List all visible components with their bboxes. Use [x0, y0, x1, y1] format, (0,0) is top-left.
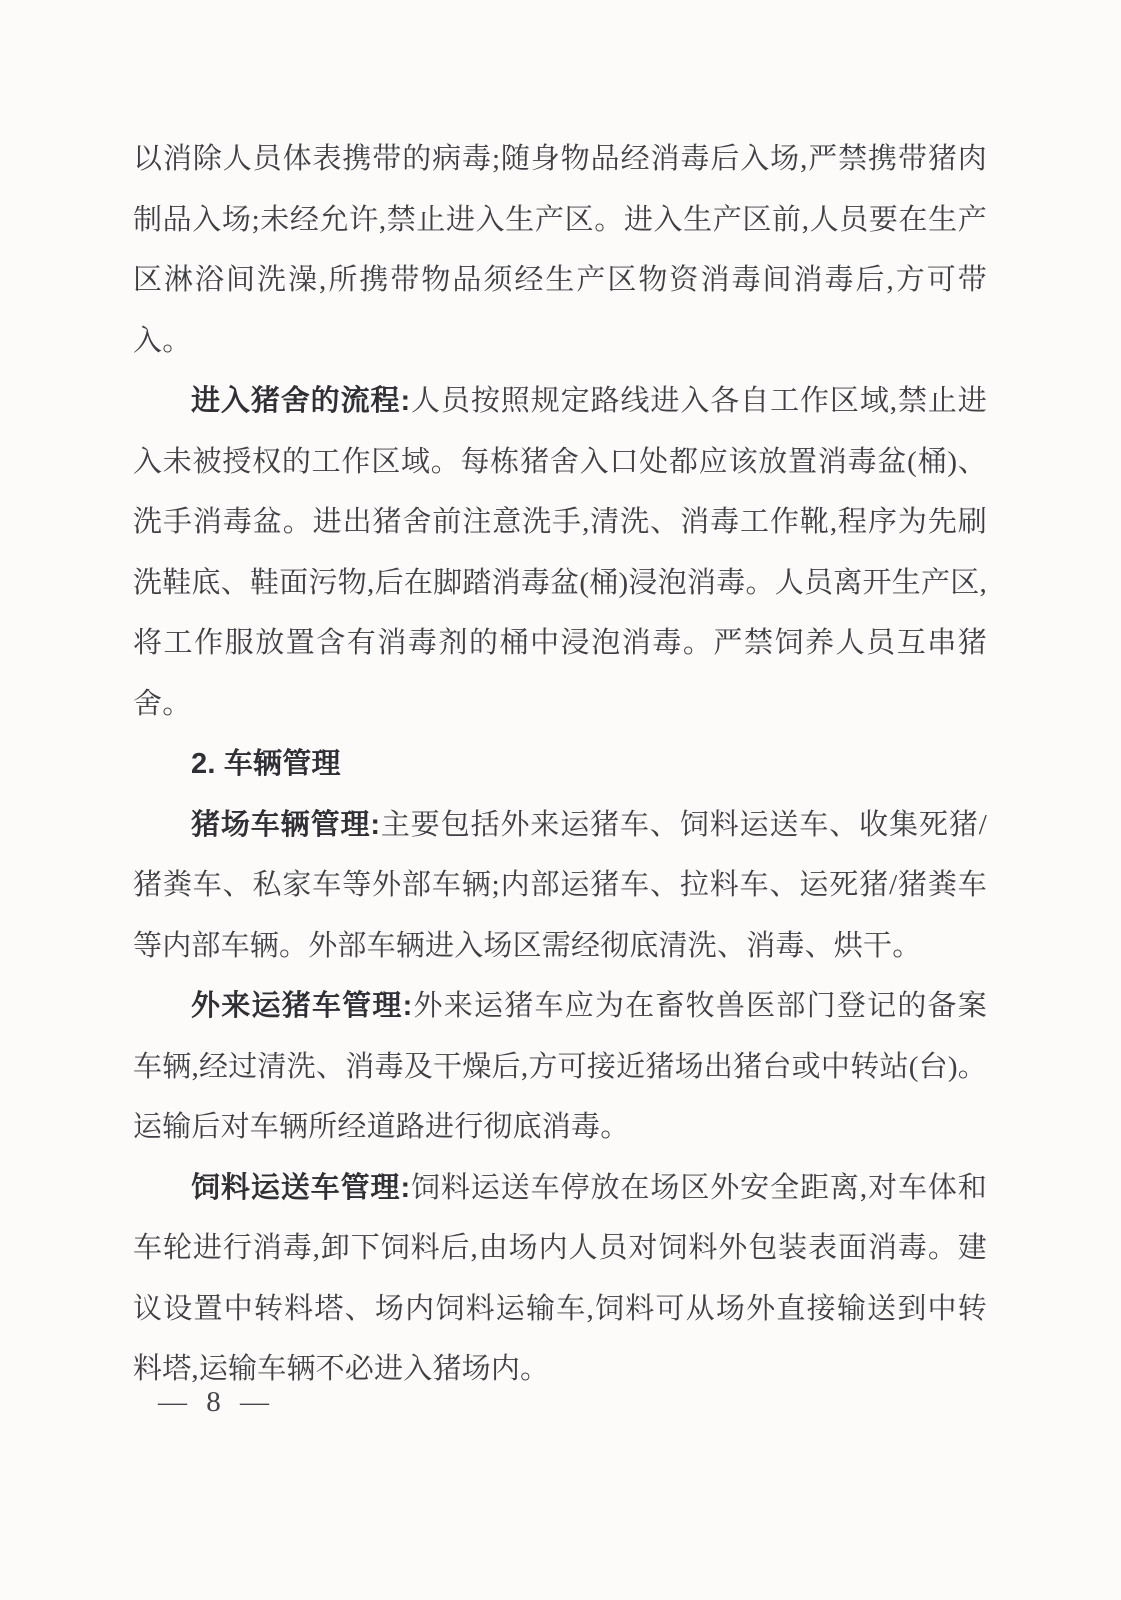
paragraph	[133, 795, 987, 977]
paragraph	[133, 129, 987, 371]
section-heading	[133, 734, 987, 795]
page-number-footer: — 8 —	[158, 1386, 275, 1418]
paragraph	[133, 976, 987, 1158]
paragraph-text: 人员按照规定路线进入各自工作区域,禁止进入未被授权的工作区域。每栋猪舍入口处都应该放置消毒盆(桶)、洗手消毒盆。进出猪舍前注意洗手,清洗、消毒工作靴,程序为先刷洗鞋底、鞋面污物,后在脚踏消毒盆(桶)浸泡消毒。人员离开生产区,将工作服放置含有消毒剂的桶中浸泡消毒。严禁饲养人员互串猪舍。	[133, 385, 987, 720]
paragraph-text: 饲料运送车停放在场区外安全距离,对车体和车轮进行消毒,卸下饲料后,由场内人员对饲料外包装表面消毒。建议设置中转料塔、场内饲料运输车,饲料可从场外直接输送到中转料塔,运输车辆不必进入猪场内。	[133, 1171, 987, 1385]
paragraph-lead: 进入猪舍的流程:	[191, 385, 411, 417]
paragraph-lead: 外来运猪车管理:	[191, 990, 413, 1022]
paragraph-lead: 饲料运送车管理:	[191, 1171, 411, 1204]
paragraph-text: 外来运猪车应为在畜牧兽医部门登记的备案车辆,经过清洗、消毒及干燥后,方可接近猪场出猪台或中转站(台)。运输后对车辆所经道路进行彻底消毒。	[133, 990, 987, 1143]
section-heading-text: 2. 车辆管理	[191, 748, 341, 780]
paragraph	[133, 371, 987, 734]
text-block	[133, 129, 987, 1400]
paragraph-lead: 猪场车辆管理:	[191, 808, 381, 841]
paragraph-text: 以消除人员体表携带的病毒;随身物品经消毒后入场,严禁携带猪肉制品入场;未经允许,禁止进入生产区。进入生产区前,人员要在生产区淋浴间洗澡,所携带物品须经生产区物资消毒间消毒后,方可带入。	[133, 143, 987, 357]
paragraph	[133, 1158, 987, 1400]
paragraph-text: 主要包括外来运猪车、饲料运送车、收集死猪/猪粪车、私家车等外部车辆;内部运猪车、拉料车、运死猪/猪粪车等内部车辆。外部车辆进入场区需经彻底清洗、消毒、烘干。	[133, 808, 987, 962]
